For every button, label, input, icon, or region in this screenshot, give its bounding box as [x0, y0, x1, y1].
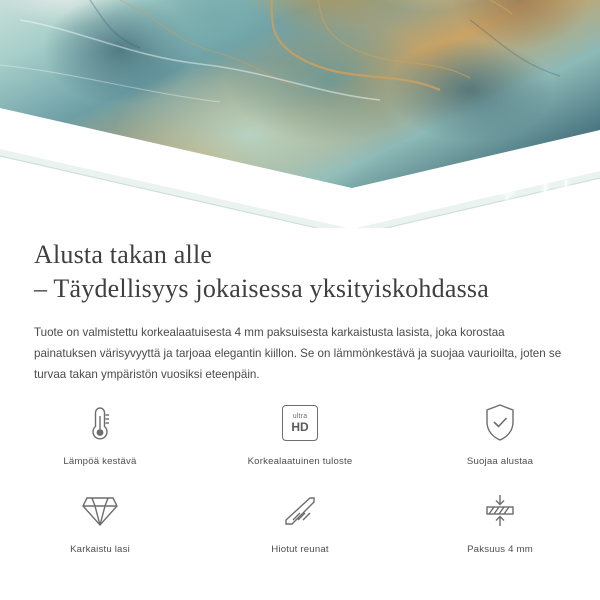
thickness-icon — [480, 488, 520, 534]
sparkle-icon — [556, 180, 576, 200]
text-content — [0, 228, 600, 385]
page-title — [0, 228, 600, 306]
feature-item-heat-resistant — [0, 392, 200, 480]
feature-label: Korkealaatuinen tuloste — [247, 456, 353, 467]
diamond-icon — [79, 488, 121, 534]
polished-edges-icon — [280, 488, 320, 534]
feature-item-thickness — [400, 480, 600, 568]
shield-check-icon — [482, 400, 518, 446]
marble-glass-panel-photo — [0, 0, 600, 228]
feature-item-protects-surface — [400, 392, 600, 480]
headline-line-1: Alusta takan alle — [34, 240, 213, 269]
feature-label: Karkaistu lasi — [70, 544, 130, 555]
headline-line-2: – Täydellisyys jokaisessa yksityiskohdassa — [34, 274, 489, 303]
ultra-hd-badge-bottom: HD — [291, 420, 309, 434]
ultra-hd-badge-top: ultra — [292, 413, 308, 420]
feature-item-print-quality — [200, 392, 400, 480]
sparkle-icon — [500, 186, 514, 200]
feature-label: Lämpöä kestävä — [63, 456, 137, 467]
thermometer-icon — [83, 400, 117, 446]
feature-label: Paksuus 4 mm — [467, 544, 533, 555]
hero-image — [0, 0, 600, 228]
sparkle-icon — [528, 160, 562, 194]
feature-label: Hiotut reunat — [271, 544, 329, 555]
feature-label: Suojaa alustaa — [466, 456, 534, 467]
feature-grid — [0, 392, 600, 568]
feature-item-polished-edges — [200, 480, 400, 568]
description-paragraph: Tuote on valmistettu korkealaatuisesta 4 mm paksuisesta karkaistusta lasista, joka korostaa painatuksen värisyvyyttä ja tarjoaa elegantin kiillon. Se on lämmönkestävä ja suojaa vaurioilta, joten se turvaa takan ympäristön vuosiksi eteenpäin. — [34, 326, 562, 381]
feature-item-tempered-glass — [0, 480, 200, 568]
ultra-hd-icon — [282, 400, 318, 446]
